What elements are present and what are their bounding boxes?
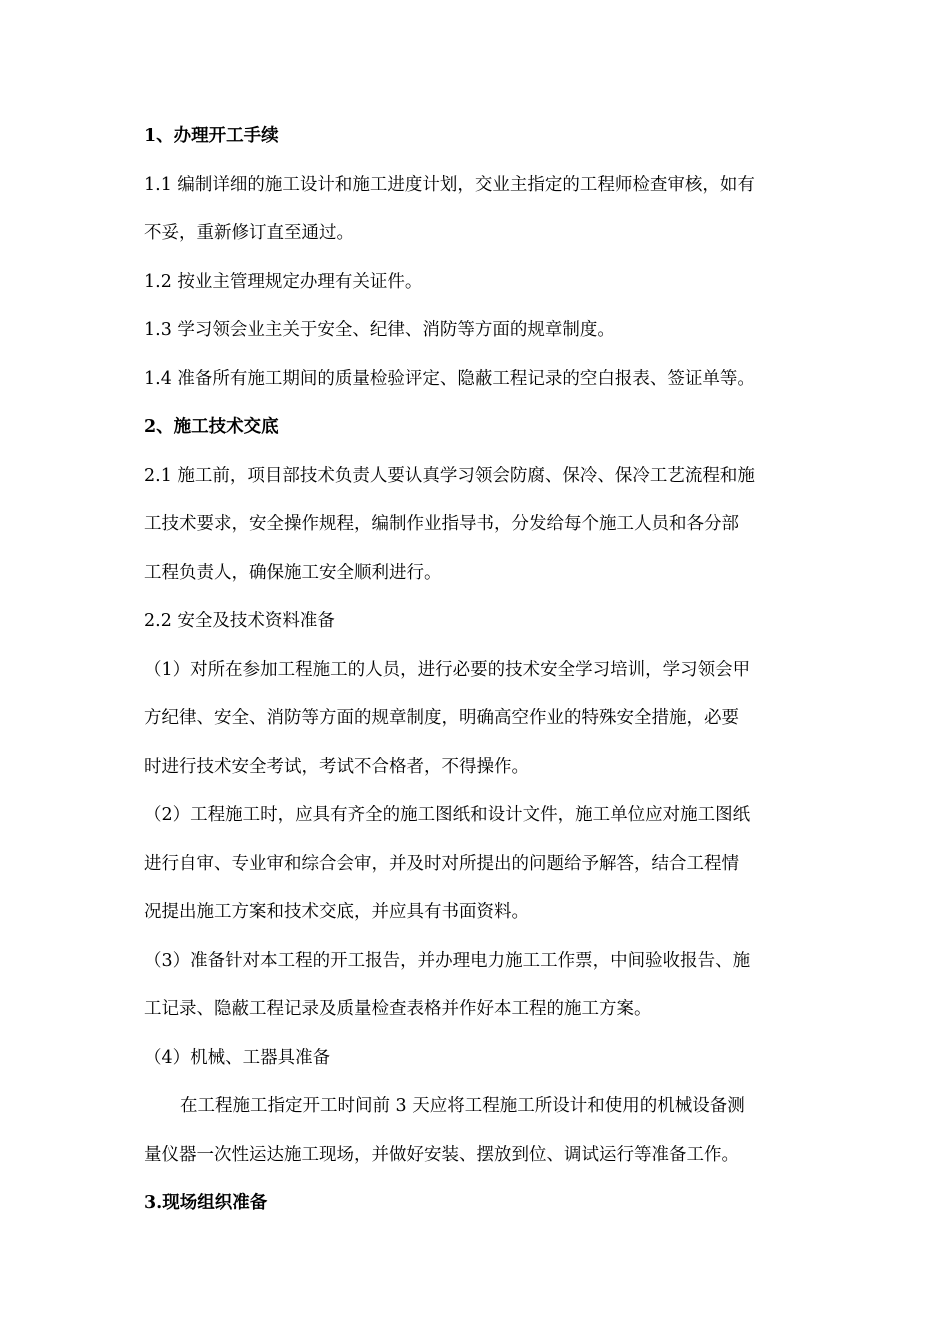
paragraph-line: 工程负责人，确保施工安全顺利进行。 [144, 562, 442, 583]
paragraph-line: （1）对所在参加工程施工的人员，进行必要的技术安全学习培训，学习领会甲 [144, 659, 751, 680]
paragraph-line: 1.4 准备所有施工期间的质量检验评定、隐蔽工程记录的空白报表、签证单等。 [144, 368, 755, 389]
section-heading: 1、办理开工手续 [144, 126, 279, 146]
paragraph-line: （4）机械、工器具准备 [144, 1047, 331, 1068]
paragraph-line: 2.2 安全及技术资料准备 [144, 611, 335, 631]
paragraph-line: 量仪器一次性运达施工现场，并做好安装、摆放到位、调试运行等准备工作。 [144, 1144, 739, 1165]
paragraph-line: 工记录、隐蔽工程记录及质量检查表格并作好本工程的施工方案。 [144, 999, 652, 1019]
paragraph-line: （2）工程施工时，应具有齐全的施工图纸和设计文件，施工单位应对施工图纸 [144, 805, 751, 825]
document-body [144, 112, 814, 1228]
paragraph-line: 工技术要求，安全操作规程，编制作业指导书，分发给每个施工人员和各分部 [144, 514, 739, 534]
paragraph-line: 1.3 学习领会业主关于安全、纪律、消防等方面的规章制度。 [144, 320, 615, 340]
paragraph-line: 方纪律、安全、消防等方面的规章制度，明确高空作业的特殊安全措施，必要 [144, 708, 739, 728]
paragraph-line: 在工程施工指定开工时间前 3 天应将工程施工所设计和使用的机械设备测 [180, 1096, 745, 1116]
paragraph-line: 1.1 编制详细的施工设计和施工进度计划，交业主指定的工程师检查审核，如有 [144, 174, 755, 195]
paragraph-line: 时进行技术安全考试，考试不合格者，不得操作。 [144, 756, 529, 777]
section-heading: 2、施工技术交底 [144, 417, 279, 437]
paragraph-line: 进行自审、专业审和综合会审，并及时对所提出的问题给予解答，结合工程情 [144, 853, 739, 874]
paragraph-line: 不妥，重新修订直至通过。 [144, 223, 354, 243]
paragraph-line: （3）准备针对本工程的开工报告，并办理电力施工工作票，中间验收报告、施 [144, 950, 751, 971]
paragraph-line: 2.1 施工前，项目部技术负责人要认真学习领会防腐、保冷、保冷工艺流程和施 [144, 465, 755, 486]
section-heading: 3.现场组织准备 [144, 1193, 268, 1213]
paragraph-line: 况提出施工方案和技术交底，并应具有书面资料。 [144, 902, 529, 922]
paragraph-line: 1.2 按业主管理规定办理有关证件。 [144, 271, 423, 292]
